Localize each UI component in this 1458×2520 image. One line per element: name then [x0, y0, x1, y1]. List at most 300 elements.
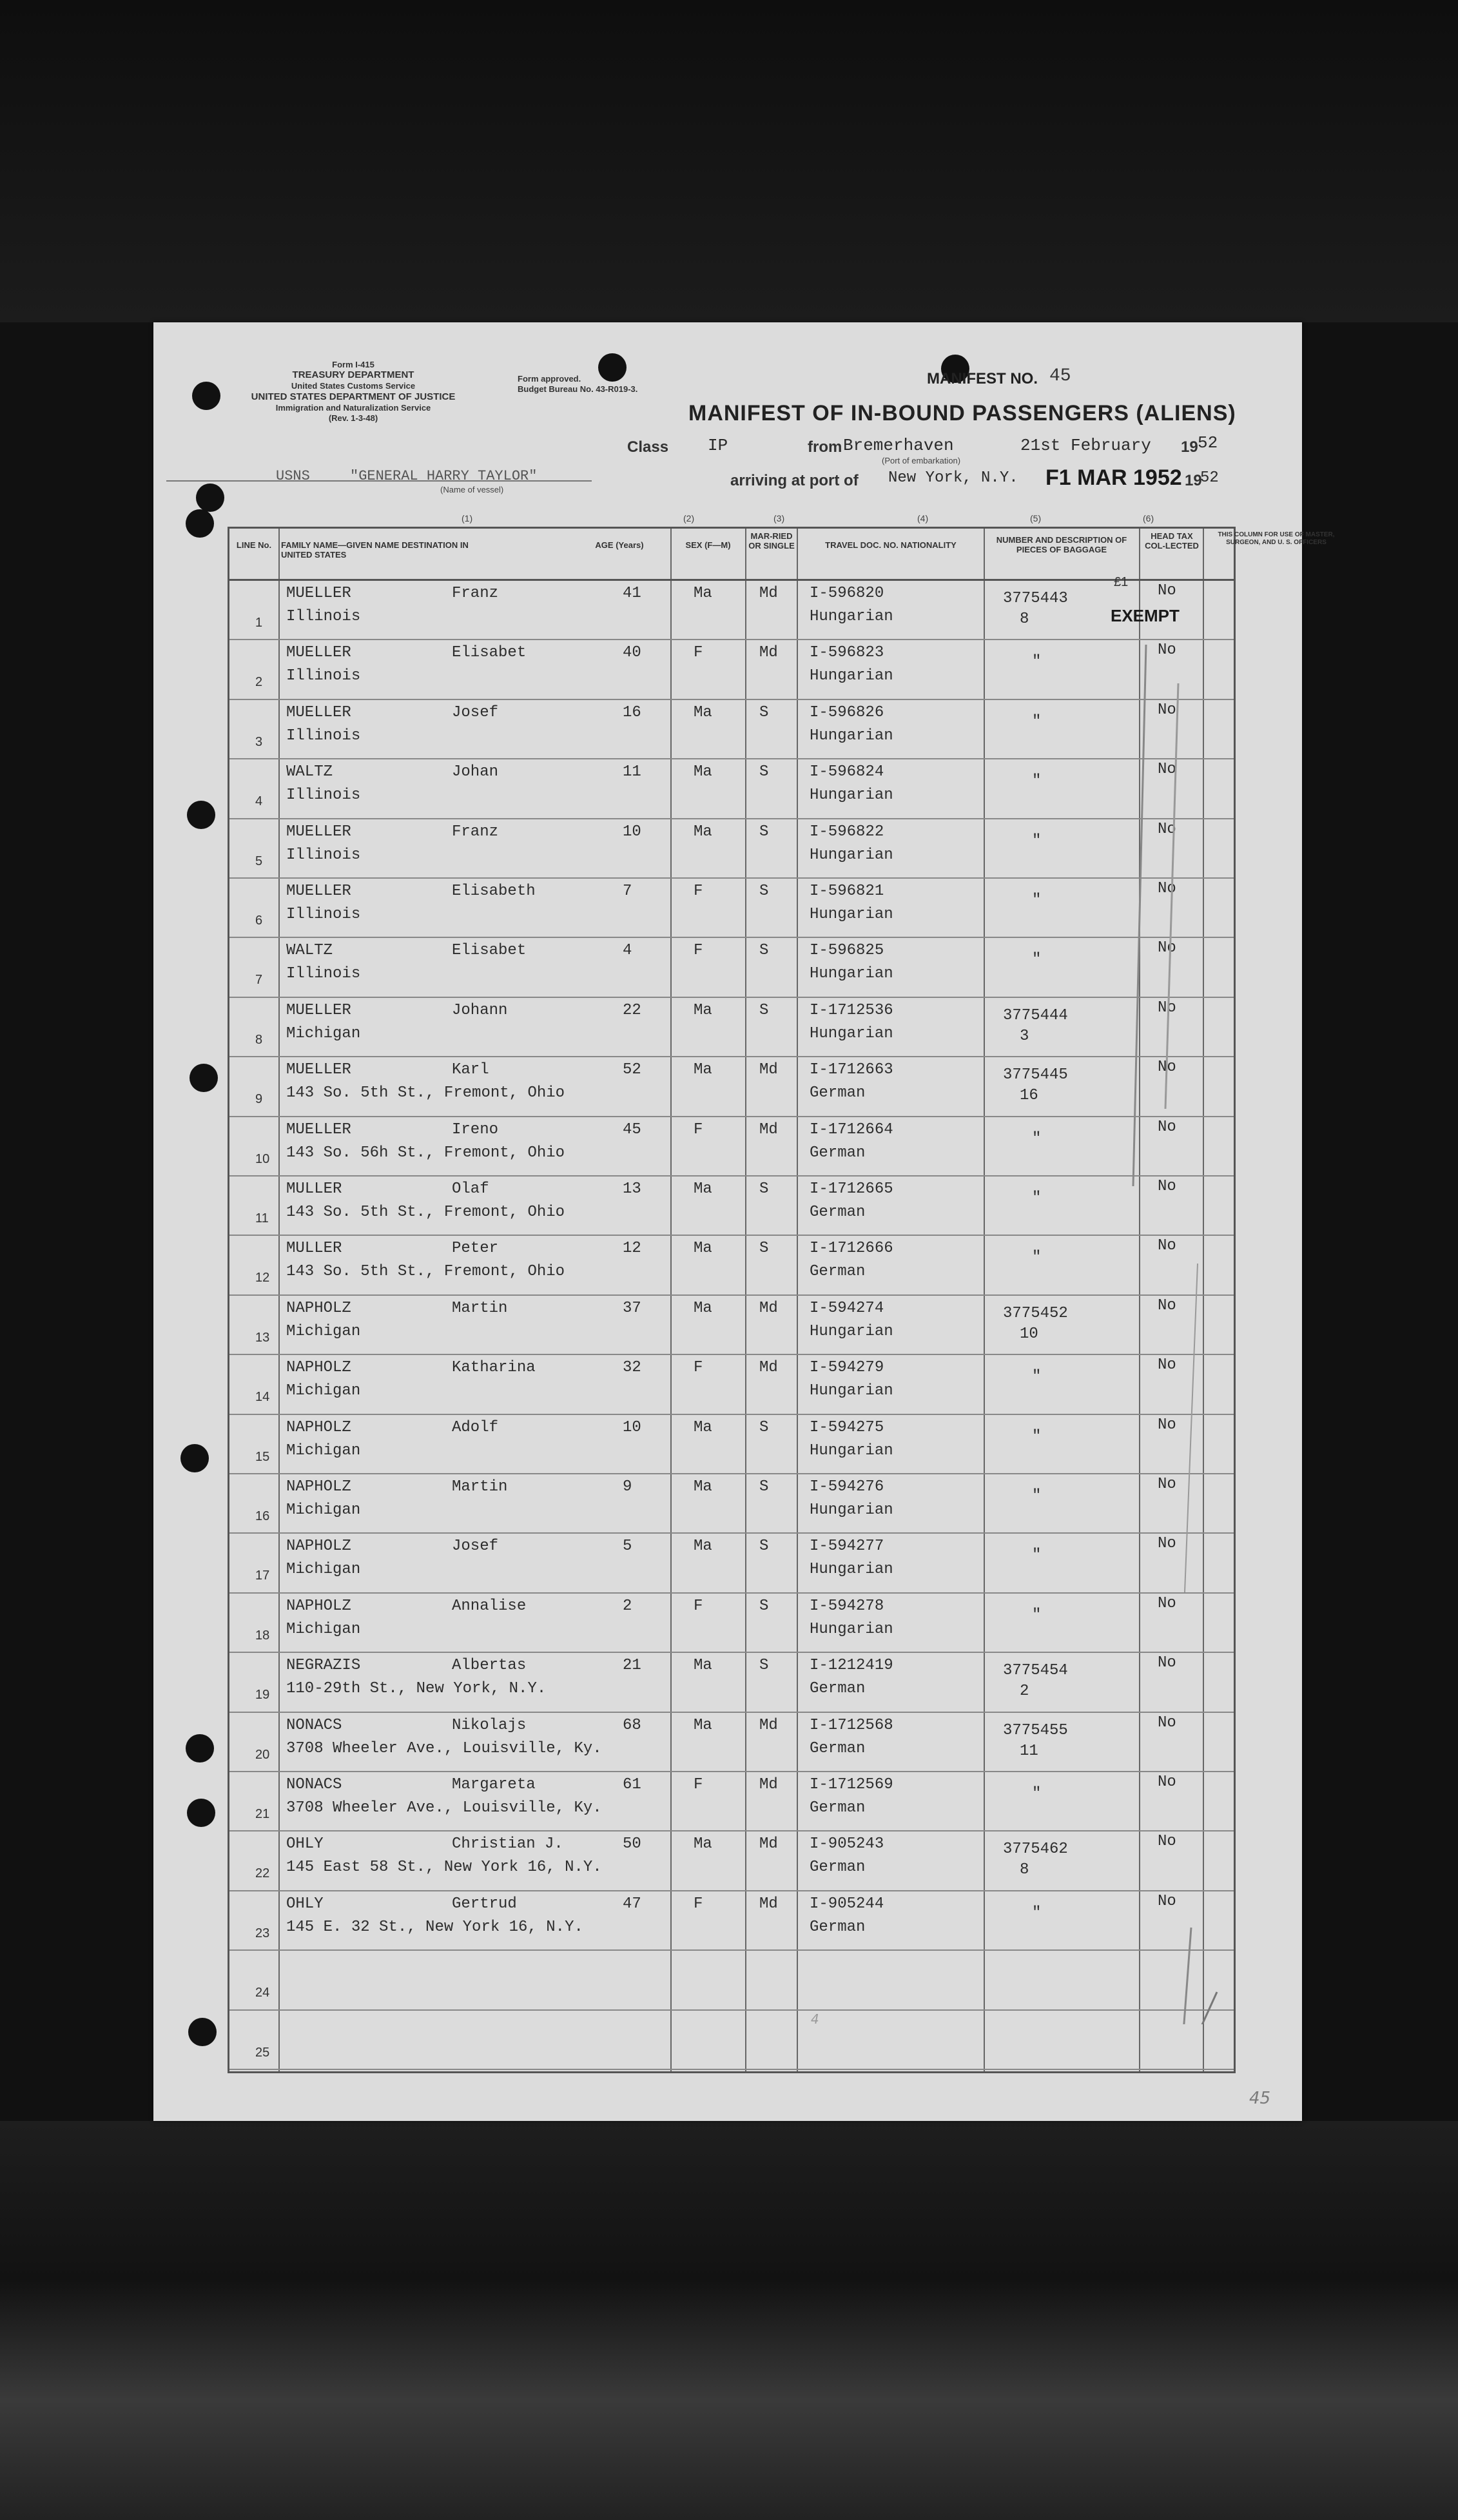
arrival-port: New York, N.Y. — [888, 469, 1018, 487]
col-head-line: LINE No. — [236, 540, 272, 550]
col-number-1: (1) — [462, 513, 473, 523]
col-head-officers: THIS COLUMN FOR USE OF MASTER, SURGEON, AND U. S. OFFICERS — [1218, 531, 1335, 546]
col-number-3: (3) — [773, 513, 785, 523]
nationality: Hungarian — [810, 1501, 893, 1519]
table-row — [229, 1057, 1234, 1117]
line-number: 23 — [255, 1926, 270, 1940]
year-prefix: 19 — [1181, 438, 1198, 456]
destination: 143 So. 56h St., Fremont, Ohio — [286, 1144, 565, 1162]
age: 16 — [623, 703, 641, 721]
family-name: MUELLER — [286, 703, 351, 721]
family-name: MUELLER — [286, 823, 351, 841]
head-tax: No — [1158, 1773, 1176, 1791]
nationality: German — [810, 1739, 866, 1757]
travel-doc-no: I-1712663 — [810, 1061, 893, 1079]
age: 41 — [623, 585, 641, 602]
travel-doc-no: I-1712569 — [810, 1776, 893, 1793]
destination: Illinois — [286, 608, 361, 625]
table-row — [229, 1653, 1234, 1712]
form-approved: Form approved. — [518, 374, 581, 384]
head-tax: No — [1158, 1118, 1176, 1136]
col-number-4: (4) — [917, 513, 929, 523]
scanner-background-bottom — [0, 2121, 1458, 2520]
sex: Ma — [694, 1418, 712, 1436]
col-head-sex: SEX (F—M) — [685, 540, 731, 550]
age: 11 — [623, 763, 641, 781]
family-name: NAPHOLZ — [286, 1597, 351, 1615]
given-name: Franz — [452, 823, 499, 841]
baggage-number: " — [1032, 1129, 1042, 1148]
col-number-5: (5) — [1030, 513, 1042, 523]
nationality: Hungarian — [810, 1620, 893, 1638]
baggage-number: " — [1032, 892, 1042, 909]
given-name: Margareta — [452, 1776, 536, 1793]
sex: Ma — [694, 823, 712, 841]
table-row — [229, 700, 1234, 759]
family-name: MUELLER — [286, 883, 351, 900]
nationality: German — [810, 1144, 866, 1162]
line-number: 14 — [255, 1390, 270, 1405]
table-row — [229, 581, 1234, 640]
table-row — [229, 1772, 1234, 1831]
destination: 3708 Wheeler Ave., Louisville, Ky. — [286, 1799, 602, 1817]
sex: Ma — [694, 1538, 712, 1556]
marital-status: S — [759, 703, 769, 721]
arrival-year-prefix: 19 — [1185, 472, 1202, 489]
embarkation-port: Bremerhaven — [843, 436, 954, 455]
given-name: Josef — [452, 703, 499, 721]
head-tax: No — [1158, 1892, 1176, 1910]
given-name: Elisabeth — [452, 883, 536, 900]
col-head-travel: TRAVEL DOC. NO. NATIONALITY — [825, 540, 957, 550]
from-label: from — [808, 438, 842, 456]
family-name: NAPHOLZ — [286, 1478, 351, 1496]
travel-doc-no: I-596821 — [810, 883, 884, 900]
marital-status: S — [759, 1418, 769, 1436]
table-row — [229, 1117, 1234, 1177]
sex: Ma — [694, 1835, 712, 1853]
travel-doc-no: I-905244 — [810, 1895, 884, 1913]
vessel-prefix: USNS — [276, 468, 310, 484]
destination: Michigan — [286, 1382, 361, 1400]
arrival-date-stamp: F1 MAR 1952 — [1045, 465, 1182, 490]
punch-hole — [186, 1734, 214, 1763]
arrival-year: 52 — [1200, 469, 1219, 487]
given-name: Martin — [452, 1299, 508, 1317]
table-row — [229, 879, 1234, 938]
age: 5 — [623, 1538, 632, 1556]
line-number: 15 — [255, 1449, 270, 1464]
family-name: MUELLER — [286, 1001, 351, 1019]
line-number: 10 — [255, 1151, 270, 1166]
line-number: 12 — [255, 1271, 270, 1285]
head-tax: No — [1158, 1833, 1176, 1851]
travel-doc-no: I-596825 — [810, 942, 884, 960]
nationality: German — [810, 1263, 866, 1281]
head-tax: No — [1158, 820, 1176, 838]
marital-status: Md — [759, 1835, 778, 1853]
travel-doc-no: I-1712665 — [810, 1180, 893, 1198]
sex: F — [694, 1597, 703, 1615]
head-tax: No — [1158, 1535, 1176, 1553]
line-number: 18 — [255, 1628, 270, 1643]
destination: Michigan — [286, 1322, 361, 1340]
sex: Ma — [694, 1001, 712, 1019]
sex: F — [694, 644, 703, 662]
arriving-label: arriving at port of — [730, 472, 859, 489]
sex: F — [694, 1120, 703, 1138]
travel-doc-no: I-594277 — [810, 1538, 884, 1556]
marital-status: S — [759, 1538, 769, 1556]
given-name: Albertas — [452, 1657, 527, 1675]
baggage-number: " — [1032, 1547, 1042, 1565]
marital-status: S — [759, 823, 769, 841]
table-row — [229, 1415, 1234, 1474]
given-name: Adolf — [452, 1418, 499, 1436]
table-row — [229, 1831, 1234, 1891]
family-name: OHLY — [286, 1835, 324, 1853]
sex: Ma — [694, 1180, 712, 1198]
punch-hole — [196, 483, 224, 512]
table-row — [229, 759, 1234, 819]
baggage-pieces: 11 — [1020, 1742, 1038, 1760]
baggage-number: " — [1032, 1904, 1042, 1922]
sex: Ma — [694, 1299, 712, 1317]
nationality: German — [810, 1680, 866, 1698]
manifest-no-label: MANIFEST NO. — [927, 370, 1038, 387]
line-number: 3 — [255, 734, 263, 749]
age: 61 — [623, 1776, 641, 1793]
head-tax: No — [1158, 761, 1176, 779]
baggage-number: 3775444 — [1003, 1006, 1068, 1024]
family-name: NONACS — [286, 1776, 342, 1793]
given-name: Elisabet — [452, 644, 527, 662]
manifest-page — [153, 322, 1335, 2121]
age: 10 — [623, 1418, 641, 1436]
family-name: MULLER — [286, 1240, 342, 1258]
destination: 145 East 58 St., New York 16, N.Y. — [286, 1859, 602, 1877]
marital-status: S — [759, 1597, 769, 1615]
baggage-number: " — [1032, 832, 1042, 850]
family-name: MUELLER — [286, 1061, 351, 1079]
passenger-table — [228, 527, 1335, 2073]
travel-doc-no: I-905243 — [810, 1835, 884, 1853]
nationality: German — [810, 1204, 866, 1221]
family-name: WALTZ — [286, 763, 333, 781]
destination: Illinois — [286, 786, 361, 805]
line-number: 5 — [255, 854, 263, 868]
line-number: 11 — [255, 1211, 269, 1226]
nationality: Hungarian — [810, 1561, 893, 1579]
line-number: 9 — [255, 1092, 263, 1107]
head-tax: No — [1158, 701, 1176, 719]
given-name: Karl — [452, 1061, 489, 1079]
table-row — [229, 819, 1234, 879]
destination: Illinois — [286, 667, 361, 685]
marital-status: S — [759, 883, 769, 900]
revision: (Rev. 1-3-48) — [328, 413, 378, 423]
marital-status: S — [759, 1657, 769, 1675]
budget-bureau: Budget Bureau No. 43-R019-3. — [518, 384, 638, 394]
table-row — [229, 1355, 1234, 1414]
line-number: 13 — [255, 1330, 270, 1345]
table-row — [229, 1296, 1234, 1355]
nationality: Hungarian — [810, 1024, 893, 1042]
nationality: Hungarian — [810, 846, 893, 864]
table-row — [229, 1474, 1234, 1534]
family-name: NEGRAZIS — [286, 1657, 361, 1675]
col-head-tax: HEAD TAX COL-LECTED — [1145, 531, 1199, 551]
baggage-number: 3775452 — [1003, 1304, 1068, 1322]
marital-status: S — [759, 1180, 769, 1198]
scanner-background-top — [0, 0, 1458, 322]
head-tax: No — [1158, 1296, 1176, 1314]
age: 22 — [623, 1001, 641, 1019]
table-row — [229, 2011, 1234, 2070]
family-name: WALTZ — [286, 942, 333, 960]
nationality: German — [810, 1084, 866, 1102]
destination: Illinois — [286, 727, 361, 745]
age: 32 — [623, 1359, 641, 1377]
head-tax: No — [1158, 1178, 1176, 1195]
given-name: Josef — [452, 1538, 499, 1556]
nationality: Hungarian — [810, 786, 893, 805]
vessel-name: "GENERAL HARRY TAYLOR" — [350, 468, 538, 484]
destination: 143 So. 5th St., Fremont, Ohio — [286, 1084, 565, 1102]
age: 2 — [623, 1597, 632, 1615]
sex: F — [694, 1359, 703, 1377]
travel-doc-no: I-596820 — [810, 585, 884, 602]
destination: 110-29th St., New York, N.Y. — [286, 1680, 547, 1698]
officer-amount: £1 — [1114, 575, 1129, 589]
sex: Ma — [694, 1061, 712, 1079]
class-label: Class — [627, 438, 669, 456]
table-row — [229, 1177, 1234, 1236]
travel-doc-no: I-594276 — [810, 1478, 884, 1496]
head-tax: No — [1158, 1416, 1176, 1434]
head-tax: No — [1158, 641, 1176, 659]
line-number: 6 — [255, 913, 263, 928]
punch-hole — [190, 1064, 218, 1092]
line-number: 19 — [255, 1688, 270, 1703]
table-row — [229, 1236, 1234, 1295]
baggage-number: " — [1032, 951, 1042, 969]
travel-doc-no: I-594275 — [810, 1418, 884, 1436]
sex: Ma — [694, 763, 712, 781]
sex: F — [694, 883, 703, 900]
given-name: Johan — [452, 763, 499, 781]
baggage-number: 3775462 — [1003, 1841, 1068, 1859]
destination: Michigan — [286, 1441, 361, 1460]
line-number: 20 — [255, 1747, 270, 1762]
age: 40 — [623, 644, 641, 662]
head-tax: No — [1158, 1714, 1176, 1732]
baggage-number: " — [1032, 1785, 1042, 1802]
baggage-number: " — [1032, 712, 1042, 730]
sex: Ma — [694, 1478, 712, 1496]
destination: Michigan — [286, 1024, 361, 1042]
line-number: 16 — [255, 1509, 270, 1523]
marital-status: S — [759, 763, 769, 781]
ins-service: Immigration and Naturalization Service — [275, 403, 431, 413]
travel-doc-no: I-1712666 — [810, 1240, 893, 1258]
marital-status: Md — [759, 644, 778, 662]
age: 13 — [623, 1180, 641, 1198]
given-name: Elisabet — [452, 942, 527, 960]
baggage-pieces: 3 — [1020, 1027, 1029, 1045]
corner-note: 45 — [1249, 2089, 1271, 2108]
destination: 145 E. 32 St., New York 16, N.Y. — [286, 1918, 583, 1936]
travel-doc-no: I-1712536 — [810, 1001, 893, 1019]
destination: Michigan — [286, 1561, 361, 1579]
col-head-age: AGE (Years) — [595, 540, 644, 550]
age: 21 — [623, 1657, 641, 1675]
head-tax: No — [1158, 582, 1176, 600]
nationality: Hungarian — [810, 608, 893, 625]
family-name: MUELLER — [286, 585, 351, 602]
embarkation-caption: (Port of embarkation) — [882, 456, 961, 465]
family-name: MUELLER — [286, 644, 351, 662]
baggage-number: 3775455 — [1003, 1721, 1068, 1739]
head-tax: No — [1158, 1654, 1176, 1672]
sex: F — [694, 1776, 703, 1793]
head-tax: No — [1158, 939, 1176, 957]
baggage-pieces: 8 — [1020, 610, 1029, 628]
punch-hole — [598, 353, 627, 382]
given-name: Ireno — [452, 1120, 499, 1138]
punch-hole — [188, 2018, 217, 2046]
destination: 143 So. 5th St., Fremont, Ohio — [286, 1263, 565, 1281]
family-name: NONACS — [286, 1716, 342, 1734]
form-number: Form I-415 — [332, 360, 374, 369]
destination: Illinois — [286, 906, 361, 923]
nationality: Hungarian — [810, 667, 893, 685]
sex: Ma — [694, 585, 712, 602]
age: 47 — [623, 1895, 641, 1913]
travel-doc-no: I-596824 — [810, 763, 884, 781]
head-tax: No — [1158, 1237, 1176, 1255]
line-number: 4 — [255, 794, 263, 809]
family-name: NAPHOLZ — [286, 1538, 351, 1556]
marital-status: S — [759, 942, 769, 960]
travel-doc-no: I-596823 — [810, 644, 884, 662]
baggage-pieces: 2 — [1020, 1683, 1029, 1701]
family-name: NAPHOLZ — [286, 1359, 351, 1377]
travel-doc-no: I-1712664 — [810, 1120, 893, 1138]
given-name: Christian J. — [452, 1835, 563, 1853]
table-row — [229, 1951, 1234, 2010]
justice-dept: UNITED STATES DEPARTMENT OF JUSTICE — [251, 391, 456, 402]
col-head-name: FAMILY NAME—GIVEN NAME DESTINATION IN UNITED STATES — [281, 540, 469, 560]
travel-doc-no: I-1212419 — [810, 1657, 893, 1675]
given-name: Peter — [452, 1240, 499, 1258]
vessel-caption: (Name of vessel) — [440, 485, 504, 494]
marital-status: Md — [759, 1061, 778, 1079]
page-title: MANIFEST OF IN-BOUND PASSENGERS (ALIENS) — [688, 401, 1236, 425]
marital-status: Md — [759, 585, 778, 602]
sex: Ma — [694, 1240, 712, 1258]
line-number: 22 — [255, 1866, 270, 1881]
age: 12 — [623, 1240, 641, 1258]
col-head-baggage: NUMBER AND DESCRIPTION OF PIECES OF BAGGAGE — [996, 535, 1127, 554]
head-tax: No — [1158, 1594, 1176, 1612]
travel-doc-no: I-1712568 — [810, 1716, 893, 1734]
age: 50 — [623, 1835, 641, 1853]
line-number: 7 — [255, 973, 263, 988]
travel-doc-no: I-594278 — [810, 1597, 884, 1615]
nationality: Hungarian — [810, 1382, 893, 1400]
line-number: 25 — [255, 2045, 270, 2060]
family-name: NAPHOLZ — [286, 1299, 351, 1317]
class-value: IP — [708, 436, 728, 455]
marital-status: Md — [759, 1716, 778, 1734]
marital-status: S — [759, 1240, 769, 1258]
age: 10 — [623, 823, 641, 841]
nationality: German — [810, 1859, 866, 1877]
marital-status: Md — [759, 1895, 778, 1913]
age: 52 — [623, 1061, 641, 1079]
col-head-married: MAR-RIED OR SINGLE — [748, 531, 795, 551]
table-row — [229, 1534, 1234, 1593]
baggage-number: 3775445 — [1003, 1066, 1068, 1084]
baggage-number: 3775443 — [1003, 590, 1068, 607]
departure-year: 52 — [1198, 433, 1218, 453]
travel-doc-no: I-594279 — [810, 1359, 884, 1377]
baggage-number: " — [1032, 1487, 1042, 1505]
travel-doc-no: I-594274 — [810, 1299, 884, 1317]
table-row — [229, 1713, 1234, 1772]
given-name: Johann — [452, 1001, 508, 1019]
given-name: Nikolajs — [452, 1716, 527, 1734]
exempt-stamp: EXEMPT — [1111, 606, 1180, 625]
col-number-6: (6) — [1143, 513, 1154, 523]
table-row — [229, 1891, 1234, 1951]
head-tax: No — [1158, 999, 1176, 1017]
destination: Michigan — [286, 1501, 361, 1519]
customs-service: United States Customs Service — [291, 381, 416, 391]
nationality: German — [810, 1918, 866, 1936]
given-name: Katharina — [452, 1359, 536, 1377]
punch-hole — [187, 801, 215, 829]
age: 7 — [623, 883, 632, 900]
age: 9 — [623, 1478, 632, 1496]
table-row — [229, 640, 1234, 699]
baggage-pieces: 16 — [1020, 1087, 1038, 1105]
sex: F — [694, 1895, 703, 1913]
marital-status: S — [759, 1478, 769, 1496]
sex: Ma — [694, 1657, 712, 1675]
baggage-number: " — [1032, 1427, 1042, 1445]
given-name: Olaf — [452, 1180, 489, 1198]
age: 45 — [623, 1120, 641, 1138]
sex: Ma — [694, 703, 712, 721]
baggage-number: " — [1032, 1249, 1042, 1267]
table-row — [229, 1594, 1234, 1653]
baggage-pieces: 10 — [1020, 1325, 1038, 1343]
given-name: Franz — [452, 585, 499, 602]
age: 68 — [623, 1716, 641, 1734]
punch-hole — [180, 1444, 209, 1472]
baggage-number: " — [1032, 653, 1042, 671]
given-name: Gertrud — [452, 1895, 517, 1913]
age: 4 — [623, 942, 632, 960]
line-number: 2 — [255, 675, 263, 690]
line-number: 8 — [255, 1032, 263, 1047]
treasury-dept: TREASURY DEPARTMENT — [292, 369, 414, 380]
head-tax: No — [1158, 1356, 1176, 1374]
given-name: Annalise — [452, 1597, 527, 1615]
sex: Ma — [694, 1716, 712, 1734]
